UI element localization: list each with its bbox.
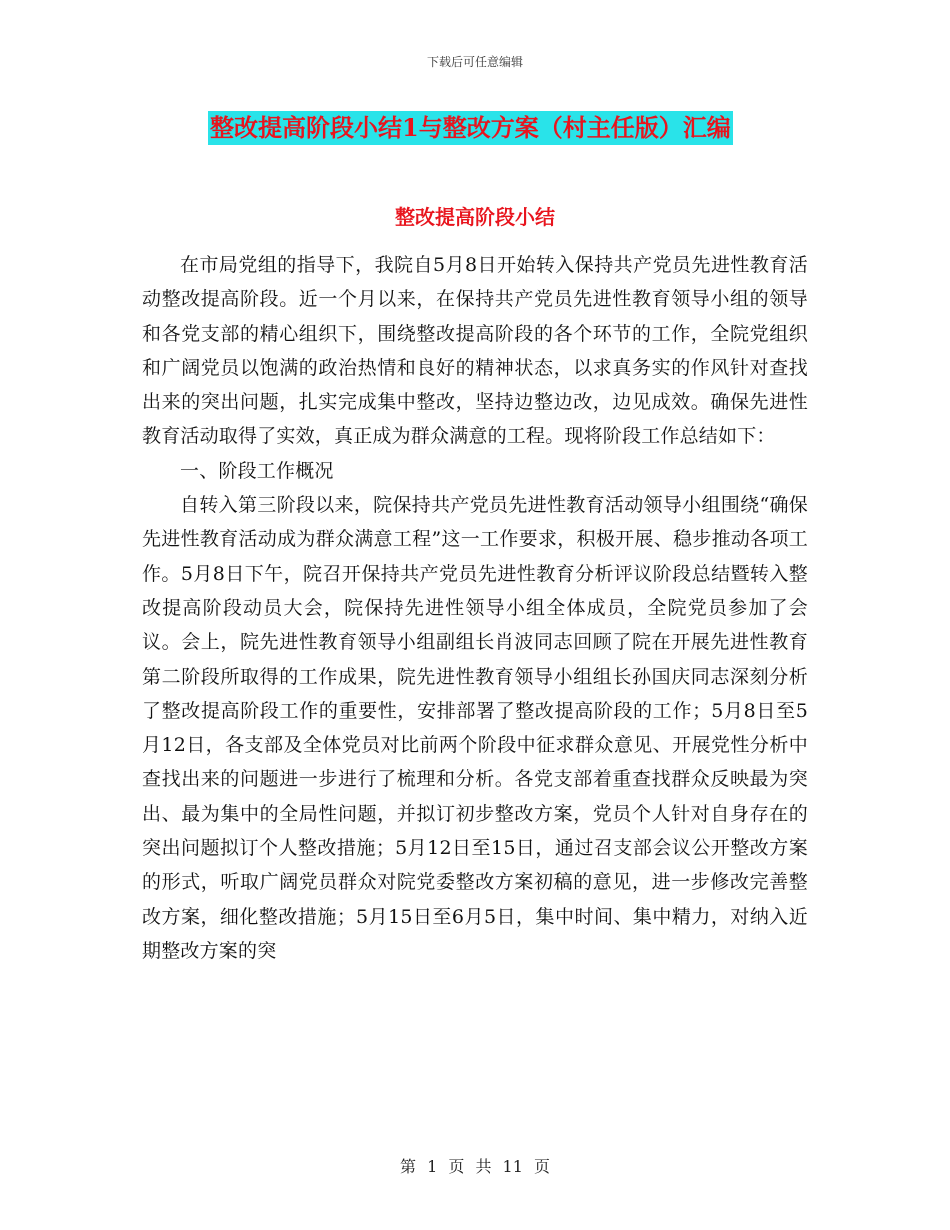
paragraph-heading-overview: 一、阶段工作概况 <box>180 459 334 482</box>
header-note: 下载后可任意编辑 <box>426 55 523 69</box>
section-title: 整改提高阶段小结 <box>395 205 555 229</box>
document-body <box>142 248 808 968</box>
paragraph-overview: 自转入第三阶段以来，院保持共产党员先进性教育活动领导小组围绕“确保先进性教育活动成为群众满意工程”这一工作要求，积极开展、稳步推动各项工作。5月8日下午，院召开保持共产党员先进性教育分析评议阶段总结暨转入整改提高阶段动员大会，院保持先进性领导小组全体成员，全院党员参加了会议。会上，院先进性教育领导小组副组长肖波同志回顾了院在开展先进性教育第二阶段所取得的工作成果，院先进性教育领导小组组长孙国庆同志深刻分析了整改提高阶段工作的重要性，安排部署了整改提高阶段的工作；5月8日至5月12日，各支部及全体党员对比前两个阶段中征求群众意见、开展党性分析中查找出来的问题进一步进行了梳理和分析。各党支部着重查找群众反映最为突出、最为集中的全局性问题，并拟订初步整改方案，党员个人针对自身存在的突出问题拟订个人整改措施；5月12日至15日，通过召支部会议公开整改方案的形式，听取广阔党员群众对院党委整改方案初稿的意见，进一步修改完善整改方案，细化整改措施；5月15日至6月5日，集中时间、集中精力，对纳入近期整改方案的突 <box>142 494 808 962</box>
paragraph-intro: 在市局党组的指导下，我院自5月8日开始转入保持共产党员先进性教育活动整改提高阶段。近一个月以来，在保持共产党员先进性教育领导小组的领导和各党支部的精心组织下，围绕整改提高阶段的各个环节的工作，全院党组织和广阔党员以饱满的政治热情和良好的精神状态，以求真务实的作风针对查找出来的突出问题，扎实完成集中整改，坚持边整边改，边见成效。确保先进性教育活动取得了实效，真正成为群众满意的工程。现将阶段工作总结如下： <box>142 254 808 448</box>
document-title: 整改提高阶段小结1与整改方案（村主任版）汇编 <box>208 111 733 145</box>
page-number-footer: 第 1 页 共 11 页 <box>400 1157 550 1176</box>
